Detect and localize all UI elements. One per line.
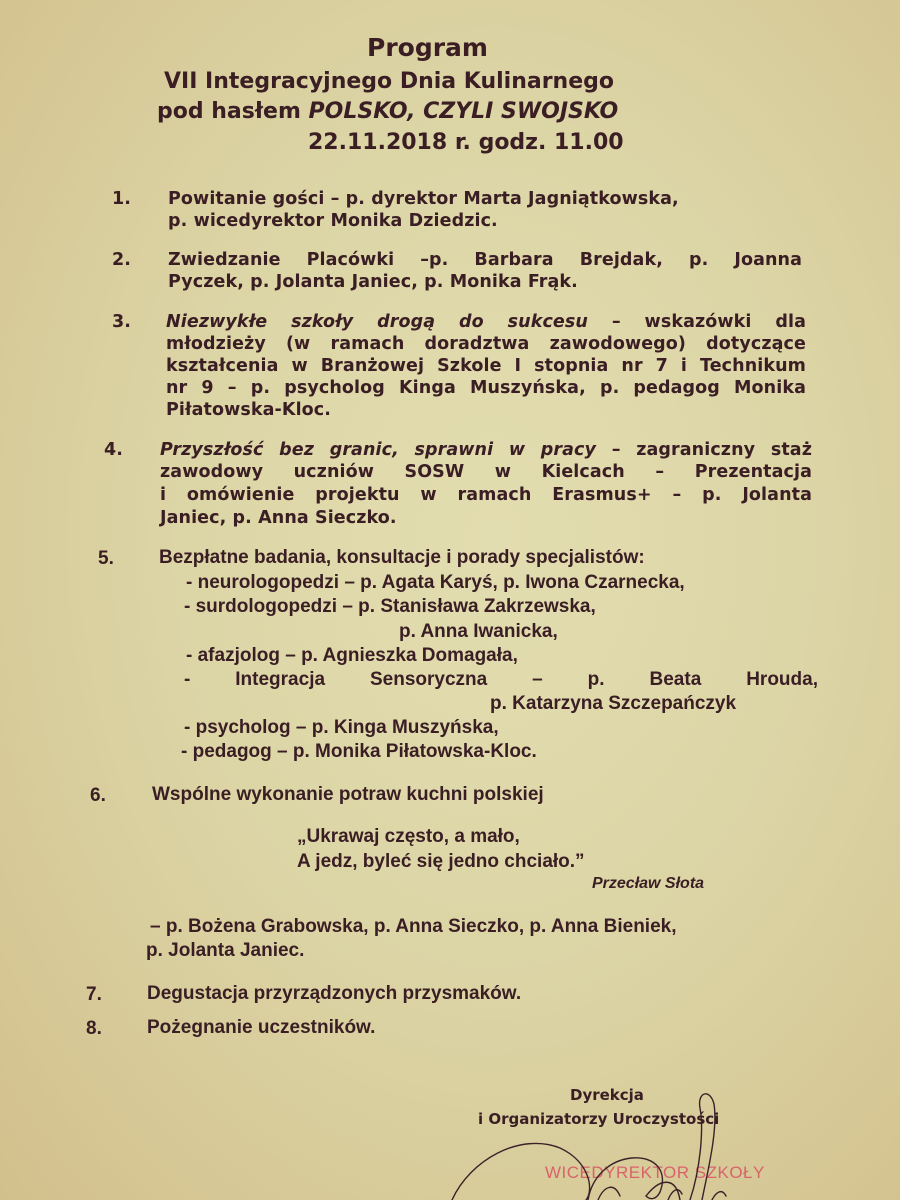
item-number: 5.: [98, 548, 114, 569]
item-number: 7.: [86, 984, 102, 1005]
quote-author: Przecław Słota: [592, 875, 705, 892]
item-number: 8.: [86, 1018, 102, 1039]
quote-line: A jedz, byleć się jedno chciało.”: [297, 851, 585, 872]
specialist-line: - psycholog – p. Kinga Muszyńska,: [184, 717, 499, 738]
document-title: Program: [367, 33, 488, 62]
specialist-line: - afazjolog – p. Agnieszka Domagała,: [186, 645, 518, 666]
item-number: 6.: [90, 785, 106, 806]
item-text: Bezpłatne badania, konsultacje i porady specjalistów:: [159, 547, 645, 568]
specialist-line: - neurologopedzi – p. Agata Karyś, p. Iwona Czarnecka,: [186, 572, 685, 593]
item-text: Niezwykłe szkoły drogą do sukcesu – wskazówki dla: [166, 312, 806, 332]
item-text: Powitanie gości – p. dyrektor Marta Jagniątkowska,: [168, 189, 679, 209]
item-text: nr 9 – p. psycholog Kinga Muszyńska, p. pedagog Monika: [166, 378, 806, 398]
specialist-line: - pedagog – p. Monika Piłatowska-Kloc.: [181, 741, 537, 762]
item-number: 3.: [112, 312, 132, 332]
item-title: Niezwykłe szkoły drogą do sukcesu: [166, 312, 588, 332]
item-text: Zwiedzanie Placówki –p. Barbara Brejdak, p. Joanna: [168, 250, 802, 270]
item-title: Przyszłość bez granic, sprawni w pracy: [160, 440, 597, 460]
motto-prefix: pod hasłem: [157, 99, 309, 124]
item-text: kształcenia w Branżowej Szkole I stopnia nr 7 i Technikum: [166, 356, 806, 376]
item-text: młodzieży (w ramach doradztwa zawodowego) dotyczące: [166, 334, 806, 354]
item-text: p. Jolanta Janiec.: [146, 940, 305, 961]
item-text: zawodowy uczniów SOSW w Kielcach – Prezentacja: [160, 462, 812, 482]
signature-line: Dyrekcja: [570, 1086, 644, 1104]
motto-text: POLSKO, CZYLI SWOJSKO: [308, 99, 619, 124]
item-text: Piłatowska-Kloc.: [166, 400, 332, 420]
quote-line: „Ukrawaj często, a mało,: [297, 826, 520, 847]
specialist-line: p. Katarzyna Szczepańczyk: [490, 693, 737, 714]
item-text: Degustacja przyrządzonych przysmaków.: [147, 983, 522, 1004]
stamp-text: WICEDYREKTOR SZKOŁY: [545, 1163, 765, 1182]
item-text: – p. Bożena Grabowska, p. Anna Sieczko, p. Anna Bieniek,: [150, 916, 677, 937]
specialist-line: - Integracja Sensoryczna – p. Beata Hrouda,: [184, 669, 818, 690]
item-number: 4.: [104, 440, 124, 460]
item-text: Janiec, p. Anna Sieczko.: [160, 508, 397, 528]
item-number: 1.: [112, 189, 132, 209]
event-datetime: 22.11.2018 r. godz. 11.00: [308, 130, 624, 155]
item-text: Przyszłość bez granic, sprawni w pracy – zagraniczny staż: [160, 440, 812, 460]
specialist-line: - surdologopedzi – p. Stanisława Zakrzewska,: [184, 596, 596, 617]
item-text: Pożegnanie uczestników.: [147, 1017, 376, 1038]
item-text: p. wicedyrektor Monika Dziedzic.: [168, 211, 498, 231]
event-name: VII Integracyjnego Dnia Kulinarnego: [164, 69, 614, 94]
item-text: Wspólne wykonanie potraw kuchni polskiej: [152, 784, 544, 805]
item-text: i omówienie projektu w ramach Erasmus+ – p. Jolanta: [160, 485, 812, 505]
specialist-line: p. Anna Iwanicka,: [399, 621, 558, 642]
item-text: Pyczek, p. Jolanta Janiec, p. Monika Frąk.: [168, 272, 578, 292]
signature-line: i Organizatorzy Uroczystości: [478, 1110, 720, 1128]
item-number: 2.: [112, 250, 132, 270]
